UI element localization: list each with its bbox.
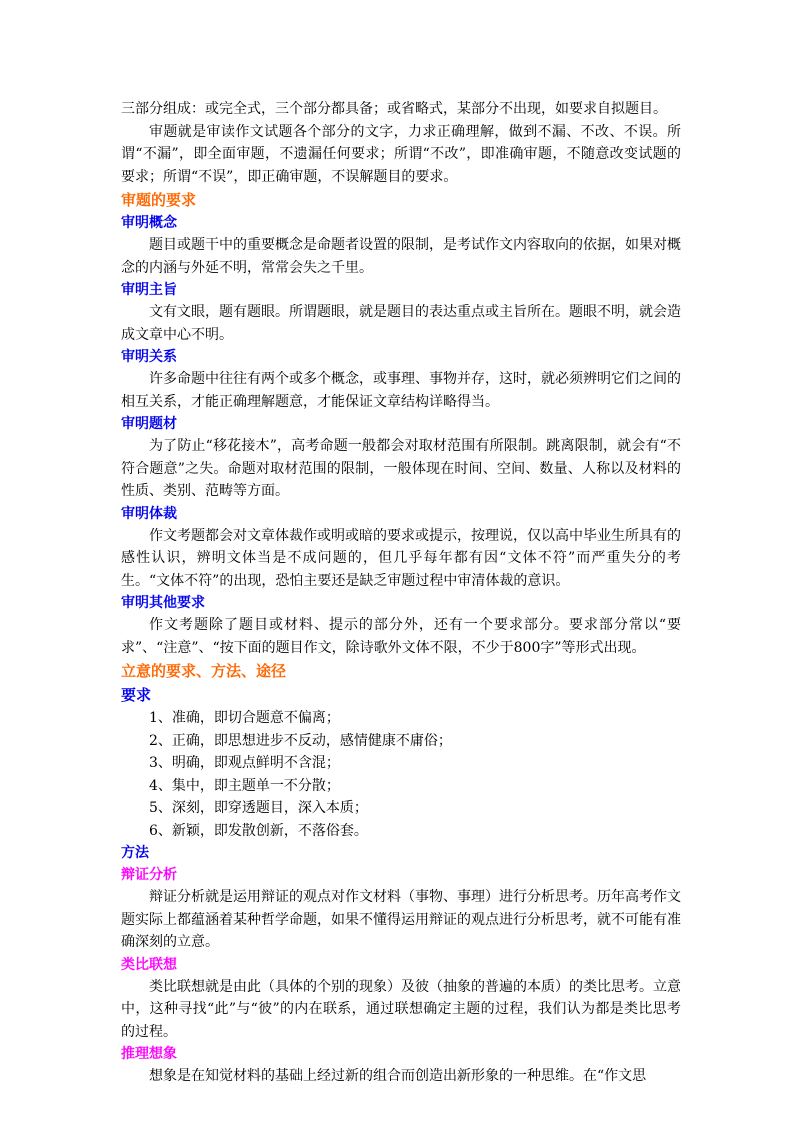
paragraph-qita: 作文考题除了题目或材料、提示的部分外，还有一个要求部分。要求部分常以“要求”、“注意”、“按下面的题目作文，除诗歌外文体不限，不少于800字”等形式出现。 [121,617,681,656]
list-item: 4、集中，即主题单一不分散； [149,777,340,794]
subheading-qita: 审明其他要求 [121,595,205,611]
subheading-bianzheng: 辩证分析 [121,867,177,883]
subheading-yaoqiu: 要求 [121,686,152,704]
paragraph-bianzheng: 辩证分析就是运用辩证的观点对作文材料（事物、事理）进行分析思考。历年高考作文题实际上都蕴涵着某种哲学命题，如果不懂得运用辩证的观点进行分析思考，就不可能有准确深刻的立意。 [121,889,681,950]
paragraph-tuili: 想象是在知觉材料的基础上经过新的组合而创造出新形象的一种思维。在“作文思 [149,1068,647,1084]
list-item: 3、明确，即观点鲜明不含混； [149,755,340,771]
section-title-shenti: 审题的要求 [121,191,197,209]
subheading-guanxi: 审明关系 [121,349,177,365]
intro-paragraph: 审题就是审读作文试题各个部分的文字，力求正确理解，做到不漏、不改、不误。所谓“不漏”，即全面审题，不遗漏任何要求；所谓“不改”，即准确审题，不随意改变试题的要求；所谓“不误”，即正确审题，不误解题目的要求。 [121,123,681,185]
intro-line: 三部分组成：或完全式，三个部分都具备；或省略式，某部分不出现，如要求自拟题目。 [121,101,667,117]
subheading-ticai-genre: 审明体裁 [121,505,177,522]
paragraph-leibi: 类比联想就是由此（具体的个别的现象）及彼（抽象的普遍的本质）的类比思考。立意中，这种寻找“此”与“彼”的内在联系，通过联想确定主题的过程，我们认为都是类比思考的过程。 [121,978,681,1040]
paragraph-gainian: 题目或题干中的重要概念是命题者设置的限制，是考试作文内容取向的依据，如果对概念的内涵与外延不明，常常会失之千里。 [121,237,681,276]
list-item: 6、新颖，即发散创新，不落俗套。 [149,822,368,839]
paragraph-ticai: 为了防止“移花接木”，高考命题一般都会对取材范围有所限制。跳离限制，就会有“不符合题意”之失。命题对取材范围的限制，一般体现在时间、空间、数量、人称以及材料的性质、类别、范畴等方面。 [121,438,681,499]
list-item: 2、正确，即思想进步不反动，感情健康不庸俗； [149,732,452,749]
paragraph-ticai-genre: 作文考题都会对文章体裁作或明或暗的要求或提示，按理说，仅以高中毕业生所具有的感性认识，辨明文体当是不成问题的，但几乎每年都有因“文体不符”而严重失分的考生。“文体不符”的出现，恐怕主要还是缺乏审题过程中审清体裁的意识。 [121,527,681,589]
paragraph-zhuzhi: 文有文眼，题有题眼。所谓题眼，就是题目的表达重点或主旨所在。题眼不明，就会造成文章中心不明。 [121,304,681,343]
subheading-ticai: 审明题材 [121,416,177,432]
subheading-zhuzhi: 审明主旨 [121,282,177,298]
subheading-leibi: 类比联想 [121,956,177,973]
subheading-gainian: 审明概念 [121,215,177,231]
paragraph-guanxi: 许多命题中往往有两个或多个概念，或事理、事物并存，这时，就必须辨明它们之间的相互关系，才能正确理解题意，才能保证文章结构详略得当。 [121,371,681,410]
list-item: 1、准确，即切合题意不偏离； [149,710,340,726]
subheading-fangfa: 方法 [121,845,149,861]
subheading-tuili: 推理想象 [121,1046,177,1062]
list-item: 5、深刻，即穿透题目，深入本质； [149,800,368,816]
document-page [121,98,681,1088]
section-title-liyi: 立意的要求、方法、途径 [121,662,287,680]
